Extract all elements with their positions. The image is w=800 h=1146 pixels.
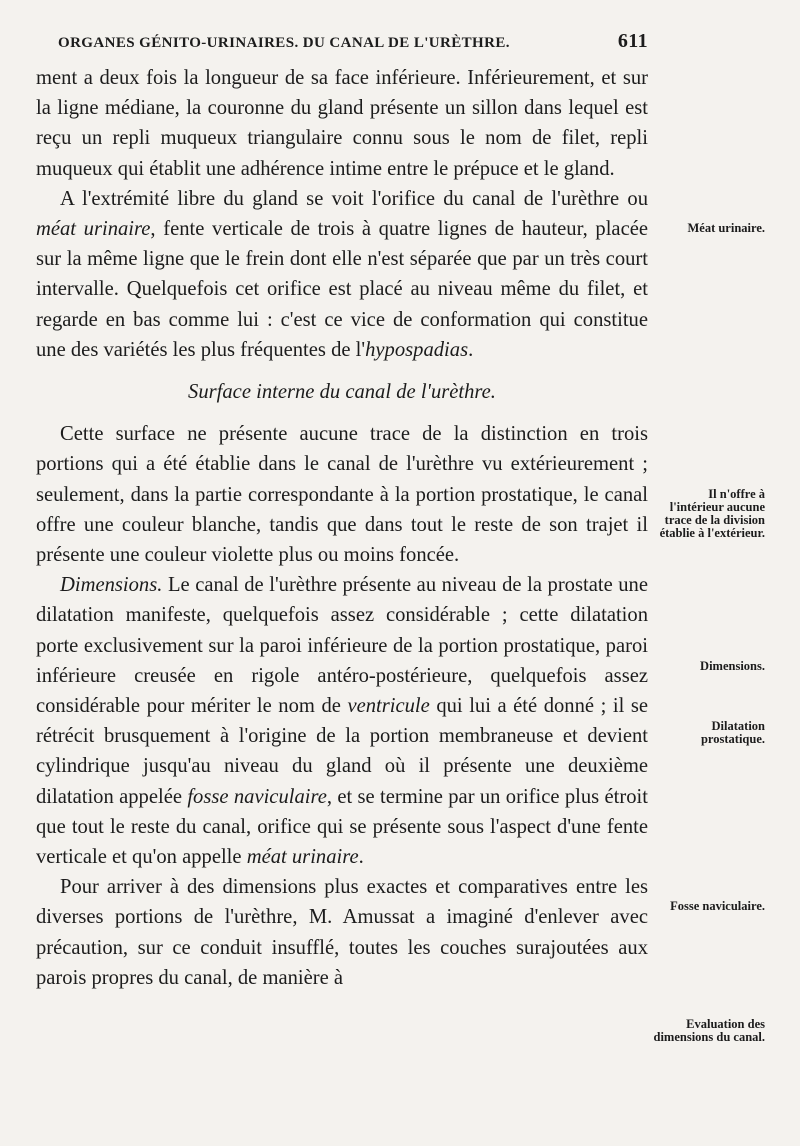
paragraph-1: ment a deux fois la longueur de sa face inférieure. Inférieurement, et sur la ligne médiane, la couronne du gland présente un sillon dans lequel est reçu un repli muqueux triangulaire connu sous le nom de filet, repli muqueux qui établit une adhérence intime entre le prépuce et le gland. (36, 67, 648, 180)
text-run: Le canal de l'urèthre présente au niveau de la prostate une dilatation manifeste, quelquefois assez considérable ; cette dilatation porte exclusivement sur la paroi inférieure de la portion prostatique, paroi inférieure creusée en rigole antéro-postérieure, quelquefois assez considérable pour mériter le nom de (36, 574, 648, 718)
main-text (36, 63, 648, 993)
term-hypospadias: hypospadias (365, 338, 469, 361)
term-meat-urinaire: méat urinaire (246, 846, 359, 869)
text-run: , et se termine par un orifice plus étroit que tout le reste du canal, orifice qui se présente sous l'aspect d'une fente verticale et qu'on appelle (36, 785, 648, 869)
text-run: qui lui a été donné ; il se rétrécit brusquement à l'origine de la portion membraneuse et devient cylindrique jusqu'au niveau du gland où il présente une deuxième dilatation appelée (36, 695, 648, 808)
text-run: A l'extrémité libre du gland se voit l'orifice du canal de l'urèthre ou (60, 187, 648, 210)
text-run: , fente verticale de trois à quatre lignes de hauteur, placée sur la même ligne que le frein dont elle n'est séparée que par un très court intervalle. Quelquefois cet orifice est placé au niveau même du filet, et regarde en bas comme lui : c'est ce vice de conformation qui constitue une des variétés les plus fréquentes de l' (36, 218, 648, 361)
term-meat-urinaire: méat urinaire (36, 218, 151, 241)
paragraph-2 (36, 184, 648, 365)
margin-note-meat: Méat urinaire. (687, 221, 765, 235)
term-fosse-naviculaire: fosse naviculaire (187, 785, 327, 808)
section-heading: Surface interne du canal de l'urèthre. (188, 381, 496, 404)
margin-note-dimensions: Dimensions. (700, 659, 765, 673)
margin-note-evaluation: Evaluation des dimensions du canal. (653, 1017, 765, 1044)
margin-note-dilatation: Dilatation prostatique. (700, 719, 765, 746)
page-number: 611 (617, 30, 648, 52)
running-header (58, 30, 648, 53)
paragraph-4 (36, 570, 648, 872)
text-run: . (358, 846, 364, 869)
margin-note-trace: Il n'offre à l'intérieur aucune trace de la division établie à l'extérieur. (659, 487, 765, 540)
margin-note-fosse: Fosse naviculaire. (670, 899, 765, 913)
lead-term-dimensions: Dimensions. (60, 574, 163, 597)
text-run: . (468, 338, 474, 361)
paragraph-5: Pour arriver à des dimensions plus exactes et comparatives entre les diverses portions de l'urèthre, M. Amussat a imaginé d'enlever avec précaution, sur ce conduit insufflé, toutes les couches surajoutées aux parois propres du canal, de manière à (36, 876, 648, 989)
running-title: ORGANES GÉNITO-URINAIRES. DU CANAL DE L'URÈTHRE. (58, 35, 510, 51)
term-ventricule: ventricule (347, 695, 430, 718)
paragraph-3: Cette surface ne présente aucune trace de la distinction en trois portions qui a été établie dans le canal de l'urèthre vu extérieurement ; seulement, dans la partie correspondante à la portion prostatique, le canal offre une couleur blanche, tandis que dans tout le reste de son trajet il présente une couleur violette plus ou moins foncée. (36, 423, 648, 567)
